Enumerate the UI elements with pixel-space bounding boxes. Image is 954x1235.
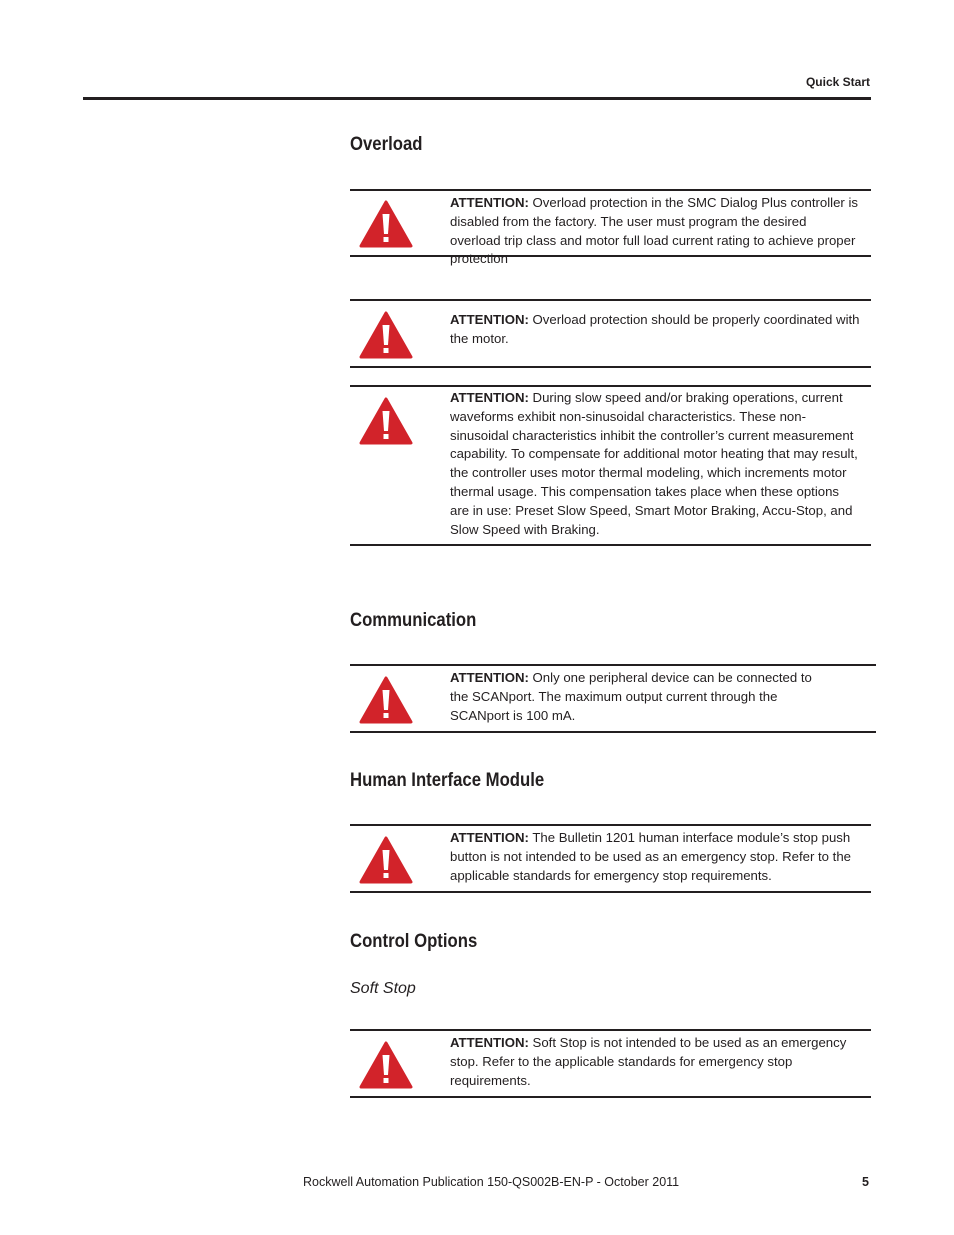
section-title-human-interface-module: Human Interface Module bbox=[350, 770, 545, 791]
attention-text bbox=[450, 829, 860, 885]
page-number: 5 bbox=[862, 1175, 869, 1189]
warning-icon bbox=[358, 199, 414, 249]
section-title-control-options: Control Options bbox=[350, 931, 478, 952]
warning-icon bbox=[358, 835, 414, 885]
attention-text bbox=[450, 194, 860, 269]
attention-text bbox=[450, 311, 860, 349]
subsection-title-soft-stop: Soft Stop bbox=[350, 980, 416, 997]
attention-box bbox=[350, 299, 871, 368]
warning-icon bbox=[358, 310, 414, 360]
attention-box bbox=[350, 385, 871, 546]
attention-body: Soft Stop is not intended to be used as an emergency stop. Refer to the applicable standards for emergency stop requirements. bbox=[450, 1035, 847, 1088]
attention-box bbox=[350, 664, 876, 733]
section-title-communication: Communication bbox=[350, 610, 477, 631]
attention-label: ATTENTION: bbox=[450, 830, 529, 845]
attention-body: During slow speed and/or braking operations, current waveforms exhibit non-sinusoidal characteristics. These non-sinusoidal characteristics inhibit the controller’s current measurement capability. To compensate for additional motor heating that may result, the controller uses motor thermal modeling, which increments motor thermal usage. This compensation takes place when these options are in use: Preset Slow Speed, Smart Motor Braking, Accu-Stop, and Slow Speed with Braking. bbox=[450, 390, 858, 537]
attention-label: ATTENTION: bbox=[450, 312, 529, 327]
header-rule bbox=[83, 97, 871, 100]
attention-box bbox=[350, 824, 871, 893]
footer-publication: Rockwell Automation Publication 150-QS002B-EN-P - October 2011 bbox=[303, 1175, 680, 1189]
attention-label: ATTENTION: bbox=[450, 670, 529, 685]
warning-icon bbox=[358, 1040, 414, 1090]
attention-text bbox=[450, 1034, 860, 1090]
attention-label: ATTENTION: bbox=[450, 390, 529, 405]
attention-box bbox=[350, 1029, 871, 1098]
attention-text bbox=[450, 669, 830, 725]
attention-box bbox=[350, 189, 871, 267]
attention-body: Only one peripheral device can be connected to the SCANport. The maximum output current through the SCANport is 100 mA. bbox=[450, 670, 812, 723]
attention-label: ATTENTION: bbox=[450, 195, 529, 210]
attention-text bbox=[450, 389, 860, 539]
running-header: Quick Start bbox=[805, 75, 870, 89]
warning-icon bbox=[358, 675, 414, 725]
warning-icon bbox=[358, 396, 414, 446]
attention-body: Overload protection in the SMC Dialog Plus controller is disabled from the factory. The user must program the desired overload trip class and motor full load current rating to achieve proper protection bbox=[450, 195, 858, 267]
attention-body: The Bulletin 1201 human interface module’s stop push button is not intended to be used as an emergency stop. Refer to the applicable standards for emergency stop requirements. bbox=[450, 830, 852, 883]
attention-label: ATTENTION: bbox=[450, 1035, 529, 1050]
attention-body: Overload protection should be properly coordinated with the motor. bbox=[450, 312, 860, 346]
section-title-overload: Overload bbox=[350, 134, 423, 155]
